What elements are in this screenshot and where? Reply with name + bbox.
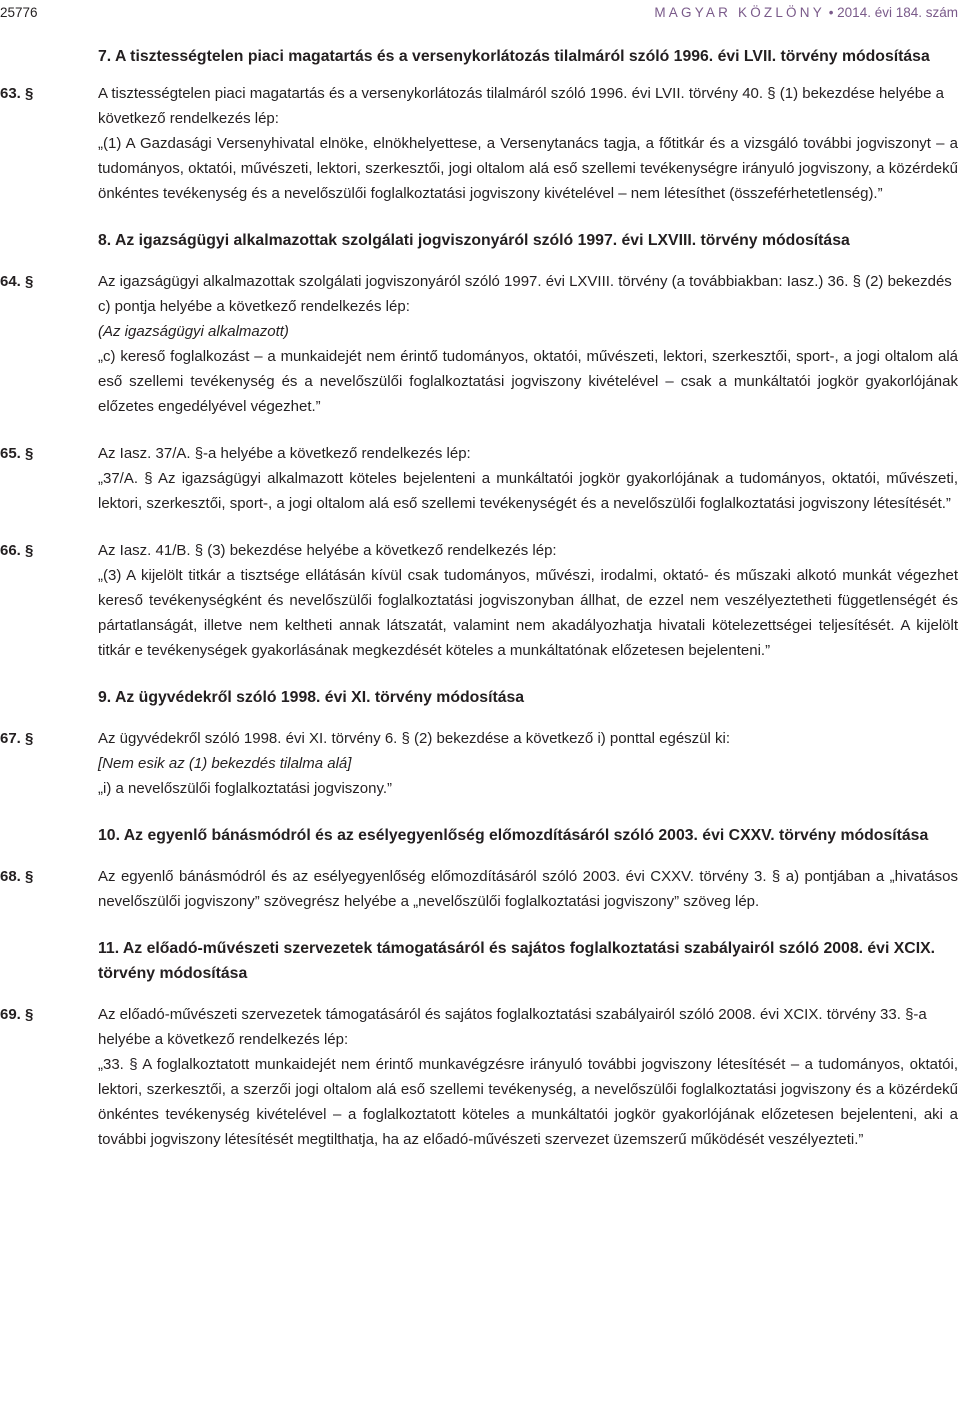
paragraph-intro: A tisztességtelen piaci magatartás és a versenykorlátozás tilalmáról szóló 1996. évi LVII. törvény 40. § (1) bekezdése helyébe a következő rendelkezés lép:	[98, 85, 945, 127]
paragraph-number: 67. §	[0, 730, 34, 747]
running-head	[654, 0, 958, 26]
paragraph-intro: Az előadó-művészeti szervezetek támogatásáról és sajátos foglalkoztatási szabályairól szóló 2008. évi XCIX. törvény 33. §-a helyébe a következő rendelkezés lép:	[98, 1006, 927, 1048]
paragraph-number: 64. §	[0, 273, 34, 290]
paragraph-intro: Az igazságügyi alkalmazottak szolgálati jogviszonyáról szóló 1997. évi LXVIII. törvény (a továbbiakban: Iasz.) 36. § (2) bekezdés c) pontja helyébe a következő rendelkezés lép:	[98, 273, 952, 315]
section-title-9: 9. Az ügyvédekről szóló 1998. évi XI. törvény módosítása	[98, 689, 525, 706]
paragraph-body	[98, 538, 958, 663]
amendment-text: „37/A. § Az igazságügyi alkalmazott köteles bejelenteni a munkáltatói jogkör gyakorlójának a tudományos, oktatói, művészeti, lektori, szerkesztői, sport-, a jogi oltalom alá eső szellemi tevékenységét és a nevelőszülői foglalkoztatási jogviszony létesítését.”	[98, 470, 958, 512]
section-title-11: 11. Az előadó-művészeti szervezetek támogatásáról és sajátos foglalkoztatási szabályairól szóló 2008. évi XCIX. törvény módosítása	[98, 940, 936, 982]
paragraph-body	[98, 269, 958, 419]
paragraph-number: 69. §	[0, 1006, 34, 1023]
paragraph-number: 68. §	[0, 868, 34, 885]
issue-label: • 2014. évi 184. szám	[828, 5, 958, 20]
paragraph-intro: Az egyenlő bánásmódról és az esélyegyenlőség előmozdításáról szóló 2003. évi CXXV. törvény 3. § a) pontjában a „hivatásos nevelőszülői jogviszony” szövegrész helyébe a „nevelőszülői foglalkoztatási jogviszony” szöveg lép.	[98, 868, 958, 910]
paragraph-68	[0, 864, 960, 914]
paragraph-number: 65. §	[0, 445, 34, 462]
amendment-text: „c) kereső foglalkozást – a munkaidejét nem érintő tudományos, oktatói, művészeti, lektori, szerkesztői, sport-, a jogi oltalom alá eső szellemi tevékenység és a nevelőszülői foglalkoztatási jogviszony kivételével – csak a munkáltatói jogkör gyakorlójának előzetes engedélyével végezhet.”	[98, 348, 958, 415]
gazette-name: MAGYAR KÖZLÖNY	[654, 5, 825, 20]
paragraph-intro: Az Iasz. 41/B. § (3) bekezdése helyébe a következő rendelkezés lép:	[98, 542, 557, 559]
section-title-8: 8. Az igazságügyi alkalmazottak szolgálati jogviszonyáról szóló 1997. évi LXVIII. törvény módosítása	[98, 232, 850, 249]
paragraph-69	[0, 1002, 960, 1152]
page-number: 25776	[0, 5, 38, 20]
page-header	[0, 0, 960, 26]
paragraph-65	[0, 441, 960, 516]
paragraph-intro: Az ügyvédekről szóló 1998. évi XI. törvény 6. § (2) bekezdése a következő i) ponttal egészül ki:	[98, 730, 731, 747]
amendment-text: „(3) A kijelölt titkár a tisztsége ellátásán kívül csak tudományos, művészi, irodalmi, oktató- és műszaki alkotó munkát végezhet kereső tevékenységként és nevelőszülői foglalkoztatási jogviszonyban állhat, de ezzel nem veszélyeztetheti függetlenségét és pártatlanságát, illetve nem keltheti annak látszatát, valamint nem akadályozhatja hivatali kötelezettségei teljesítését. A kijelölt titkár e tevékenységek gyakorlásának megkezdését köteles a munkáltatónak előzetesen bejelenteni.”	[98, 567, 958, 659]
section-title-7: 7. A tisztességtelen piaci magatartás és a versenykorlátozás tilalmáról szóló 1996. évi LVII. törvény módosítása	[98, 48, 930, 65]
paragraph-64	[0, 269, 960, 419]
paragraph-63	[0, 81, 960, 206]
paragraph-body	[98, 81, 958, 206]
context-line: (Az igazságügyi alkalmazott)	[98, 323, 289, 340]
amendment-text: „(1) A Gazdasági Versenyhivatal elnöke, elnökhelyettese, a Versenytanács tagja, a főtitkár és a vizsgáló további jogviszonyt – a tudományos, oktatói, művészeti, lektori, szerkesztői, jogi oltalom alá eső szellemi tevékenységre irányuló jogviszony, a közérdekű önkéntes tevékenység és a nevelőszülői foglalkoztatási jogviszony kivételével – nem létesíthet (összeférhetetlenség).”	[98, 135, 958, 202]
paragraph-intro: Az Iasz. 37/A. §-a helyébe a következő rendelkezés lép:	[98, 445, 471, 462]
amendment-text: „i) a nevelőszülői foglalkoztatási jogviszony.”	[98, 780, 393, 797]
section-title-10: 10. Az egyenlő bánásmódról és az esélyegyenlőség előmozdításáról szóló 2003. évi CXXV. törvény módosítása	[98, 827, 929, 844]
paragraph-body	[98, 1002, 958, 1152]
paragraph-number: 66. §	[0, 542, 34, 559]
paragraph-number: 63. §	[0, 85, 34, 102]
paragraph-body	[98, 441, 958, 516]
paragraph-body	[98, 864, 958, 914]
document-body	[0, 44, 960, 1152]
paragraph-66	[0, 538, 960, 663]
amendment-text: „33. § A foglalkoztatott munkaidejét nem érintő munkavégzésre irányuló további jogviszony létesítését – a tudományos, oktatói, lektori, szerkesztői, a szerzői jogi oltalom alá eső szellemi tevékenység, a nevelőszülői foglalkoztatási jogviszony és a közérdekű önkéntes tevékenység kivételével – a foglalkoztatott köteles a munkáltatói jogkör gyakorlójának előzetesen bejelenteni, aki a további jogviszony létesítését megtilthatja, ha az előadó-művészeti szervezet üzemszerű működését veszélyezteti.”	[98, 1056, 958, 1148]
paragraph-body	[98, 726, 958, 801]
context-line: [Nem esik az (1) bekezdés tilalma alá]	[98, 755, 352, 772]
paragraph-67	[0, 726, 960, 801]
